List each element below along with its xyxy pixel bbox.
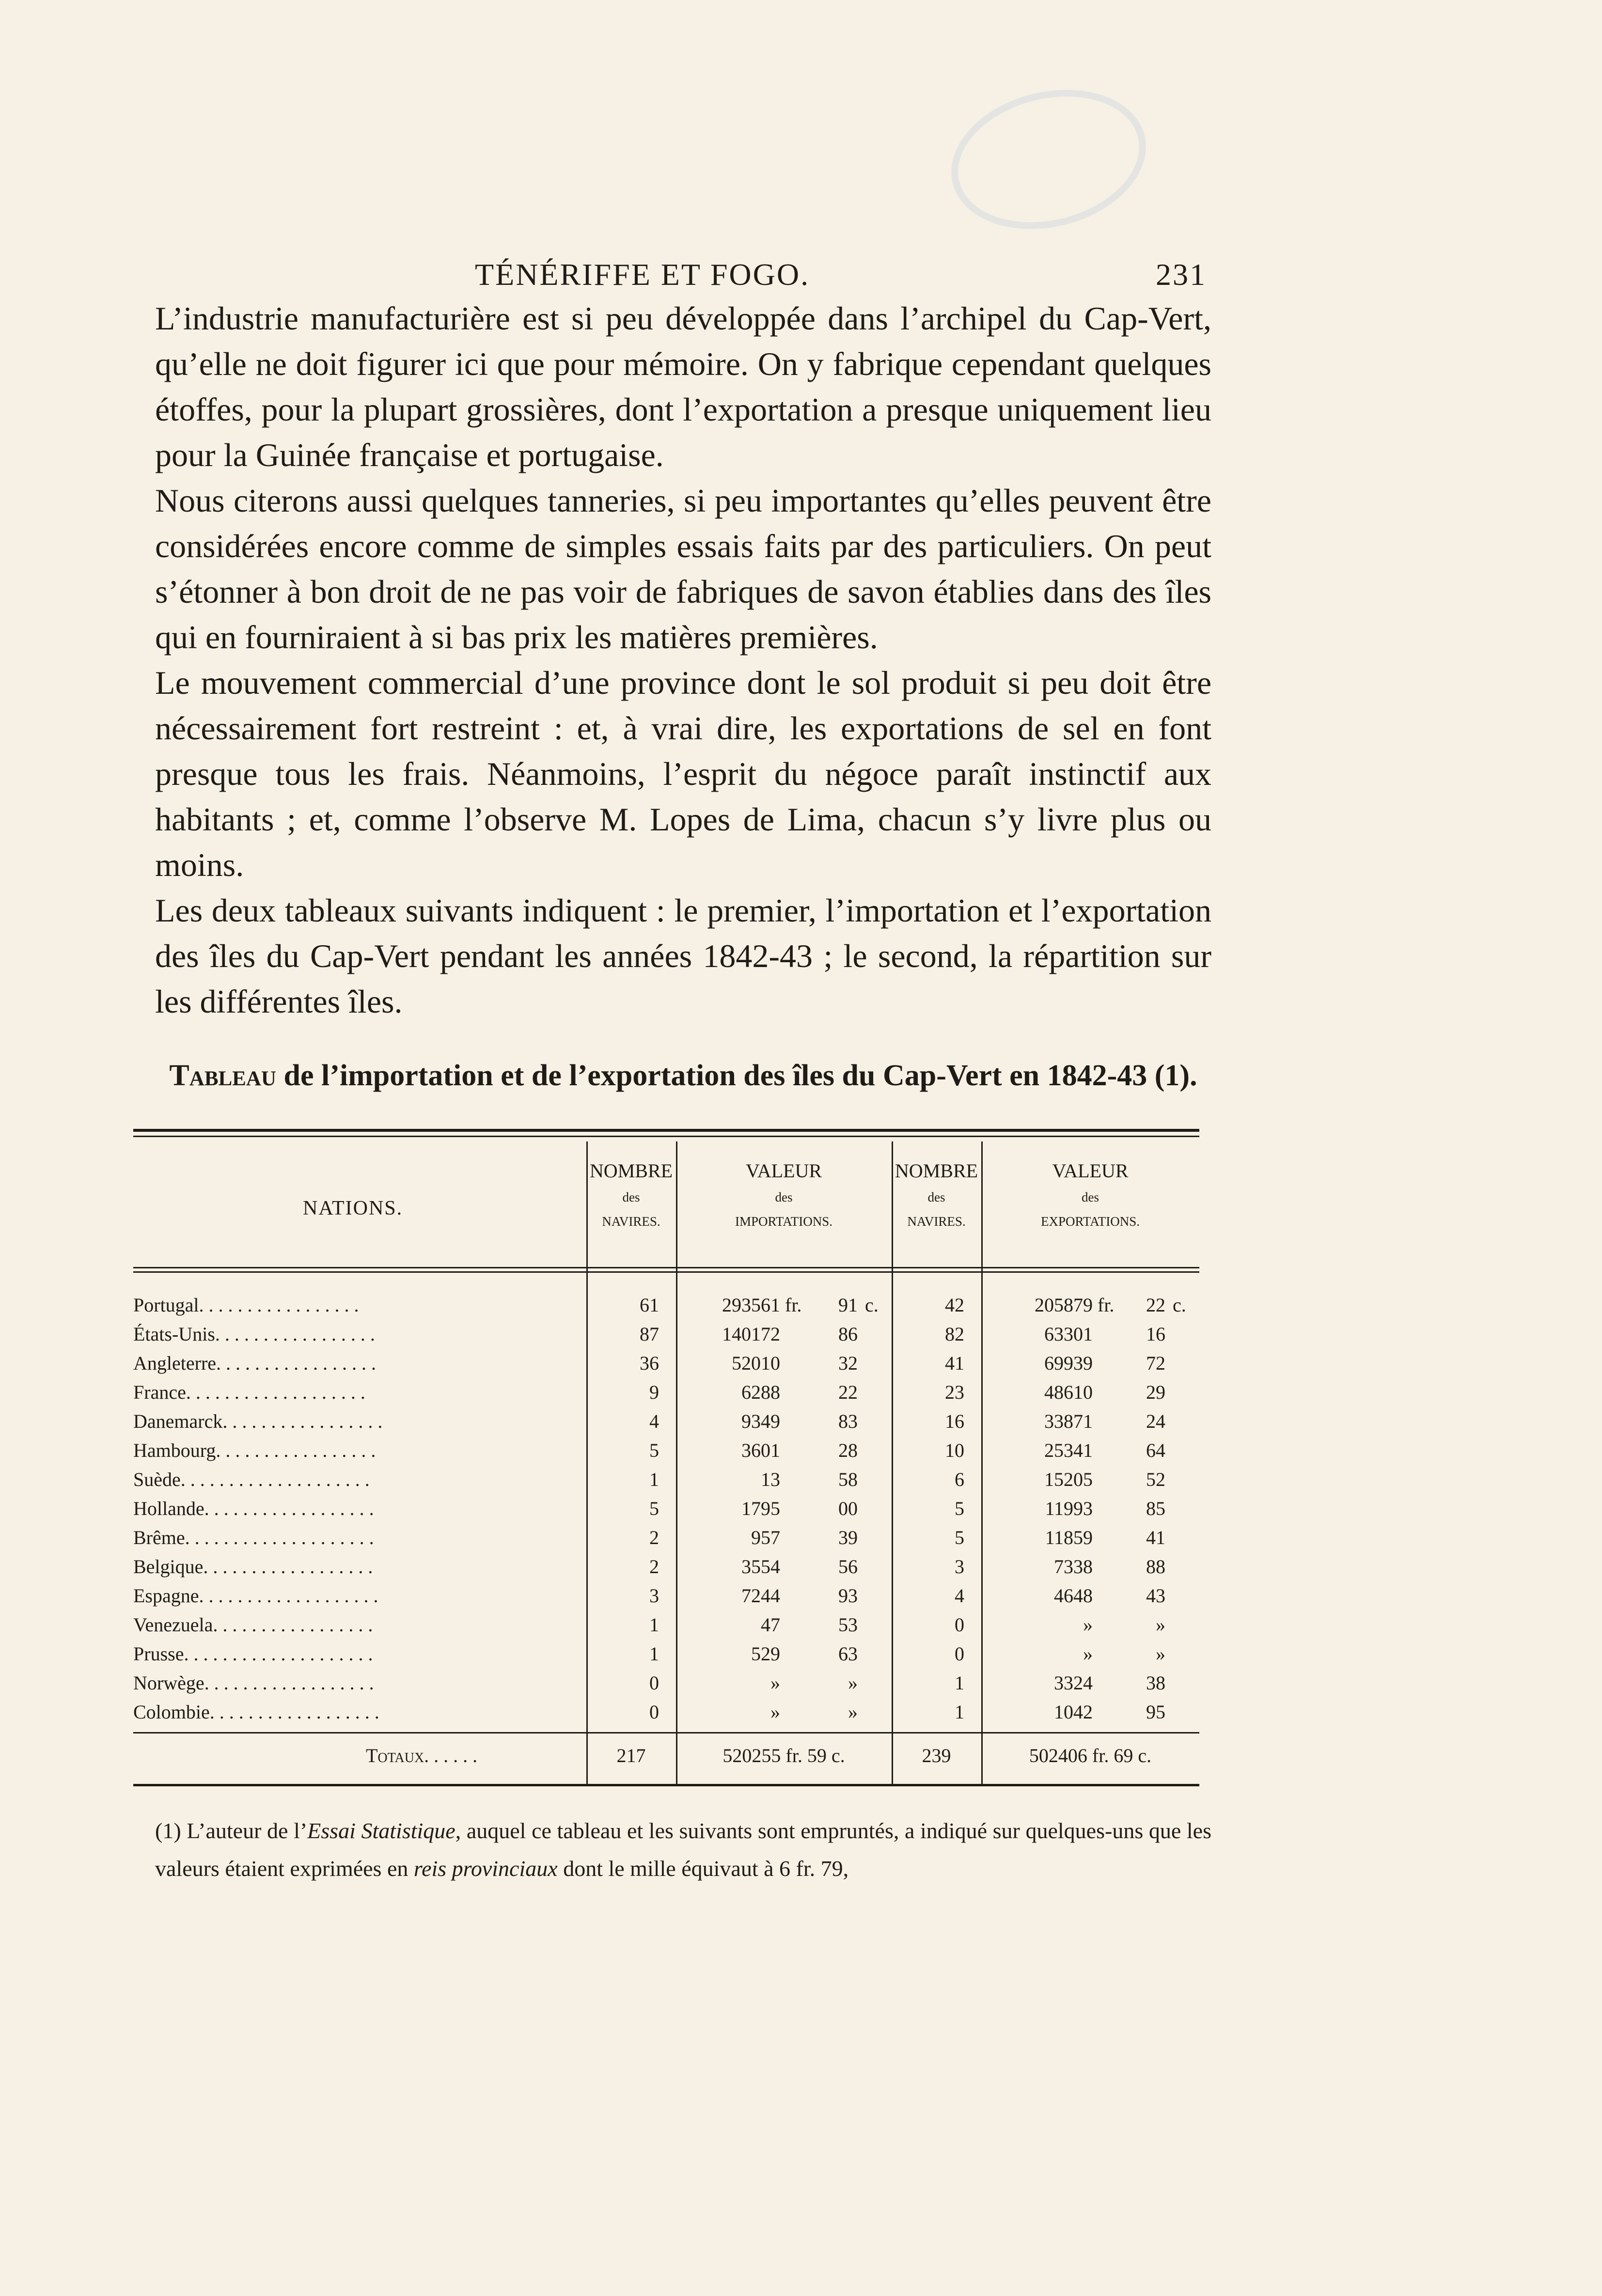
table-row [133,1671,1199,1702]
value-export-francs: 15205 [1044,1468,1093,1490]
table-row [133,1526,1199,1556]
value-import-centimes: 28 [838,1439,858,1461]
value-export-centimes: 88 [1146,1556,1165,1578]
totals-ships-export: 239 [922,1745,951,1766]
value-import-centimes: » [848,1672,858,1694]
table-top-rule [133,1129,1199,1132]
value-import-francs: » [770,1701,780,1723]
value-export-francs: 11993 [1045,1498,1093,1519]
value-import-francs: 3554 [741,1556,780,1578]
ships-export: 4 [955,1585,964,1607]
ships-import: 36 [640,1352,659,1374]
paragraph: Nous citerons aussi quelques tanneries, si peu importantes qu’elles peuvent être considérées encore comme de simples essais faits par des particuliers. On peut s’étonner à bon droit de ne pas voir de fabriques de savon établies dans des îles qui en fourniraient à si bas prix les matières premières. [155,482,1211,656]
value-export-francs: 3324 [1054,1672,1093,1694]
nation-name: Portugal. . . . . . . . . . . . . . . . . [133,1294,359,1316]
body-text [155,296,1211,1024]
value-import-centimes: 63 [838,1643,858,1665]
table-title-lead: Tableau [169,1059,276,1092]
nation-name: Hambourg. . . . . . . . . . . . . . . . . [133,1439,376,1461]
nation-name: Brême. . . . . . . . . . . . . . . . . . . . [133,1527,374,1548]
value-import-francs: 47 [761,1614,780,1636]
header-bottom-rule-thin [133,1271,1199,1273]
value-export-centimes: 95 [1146,1701,1165,1723]
ships-export: 41 [945,1352,964,1374]
value-export-centimes: 22 [1146,1294,1165,1316]
value-import-centimes: » [848,1701,858,1723]
value-export-francs: 205879 [1035,1294,1093,1316]
table-row [133,1410,1199,1440]
table-top-rule-thin [133,1136,1199,1137]
value-export-francs: 7338 [1054,1556,1093,1578]
value-export-centimes: 41 [1146,1527,1165,1548]
value-export-francs: 4648 [1054,1585,1093,1607]
ships-export: 1 [955,1701,964,1723]
value-export-cunit: c. [1173,1294,1186,1316]
ships-import: 61 [640,1294,659,1316]
value-export-francs: 25341 [1044,1439,1093,1461]
value-import-francs: 529 [751,1643,780,1665]
value-import-centimes: 22 [838,1381,858,1403]
nation-name: Espagne. . . . . . . . . . . . . . . . . . . [133,1585,378,1607]
value-import-francs: 1795 [741,1498,780,1519]
value-export-francs: 33871 [1044,1410,1093,1432]
ships-import: 2 [649,1556,659,1578]
value-export-centimes: 72 [1146,1352,1165,1374]
footnote-mark: (1) [155,1818,181,1843]
nation-name: Belgique. . . . . . . . . . . . . . . . . . [133,1556,373,1578]
header-value-import: VALEUR des IMPORTATIONS. [735,1160,832,1229]
value-import-centimes: 53 [838,1614,858,1636]
value-import-cunit: c. [865,1294,879,1316]
table-row [133,1613,1199,1643]
nation-name: Prusse. . . . . . . . . . . . . . . . . . . . [133,1643,373,1665]
header-ships-export: NOMBRE des NAVIRES. [895,1160,978,1229]
ships-import: 87 [640,1323,659,1345]
value-export-centimes: 43 [1146,1585,1165,1607]
value-import-centimes: 86 [838,1323,858,1345]
value-import-francs: 3601 [741,1439,780,1461]
page-number: 231 [1156,257,1207,292]
value-import-francs: 293561 [722,1294,780,1316]
ships-import: 4 [649,1410,659,1432]
totals-ships-import: 217 [616,1745,646,1766]
nation-name: France. . . . . . . . . . . . . . . . . . . [133,1381,365,1403]
ships-import: 1 [649,1468,659,1490]
header-nations: NATIONS. [303,1197,403,1219]
table-row [133,1497,1199,1527]
ships-import: 1 [649,1643,659,1665]
library-stamp-mark [936,70,1161,249]
value-import-centimes: 91 [838,1294,858,1316]
ships-export: 0 [955,1643,964,1665]
table-row [133,1701,1199,1731]
value-import-centimes: 39 [838,1527,858,1548]
value-import-francs: 13 [761,1468,780,1490]
value-import-francs: 140172 [722,1323,780,1345]
value-export-centimes: 64 [1146,1439,1165,1461]
value-import-francs: 6288 [741,1381,780,1403]
value-import-francs: 52010 [732,1352,780,1374]
value-import-francs: 7244 [741,1585,780,1607]
ships-export: 0 [955,1614,964,1636]
header-ships-import: NOMBRE des NAVIRES. [589,1160,673,1229]
table-title [155,1059,1211,1093]
ships-export: 6 [955,1468,964,1490]
ships-export: 5 [955,1527,964,1548]
running-header [475,257,1207,300]
totals-row [133,1744,1199,1774]
value-export-centimes: » [1156,1643,1165,1665]
nation-name: États-Unis. . . . . . . . . . . . . . . . . [133,1323,375,1345]
nation-name: Danemarck. . . . . . . . . . . . . . . . . [133,1410,383,1432]
value-export-centimes: 24 [1146,1410,1165,1432]
totals-value-import: 520255 fr. 59 c. [722,1745,845,1766]
value-export-francs: 48610 [1044,1381,1093,1403]
nation-name: Venezuela. . . . . . . . . . . . . . . . . [133,1614,373,1636]
table-row [133,1468,1199,1498]
table-row [133,1352,1199,1382]
value-export-centimes: 52 [1146,1468,1165,1490]
ships-import: 5 [649,1498,659,1519]
ships-export: 82 [945,1323,964,1345]
paragraph: Les deux tableaux suivants indiquent : le premier, l’importation et l’exportation des îles du Cap-Vert pendant les années 1842-43 ; le second, la répartition sur les différentes îles. [155,892,1211,1020]
paragraph: Le mouvement commercial d’une province dont le sol produit si peu doit être nécessairement fort restreint : et, à vrai dire, les exportations de sel en font presque tous les frais. Néanmoins, l’esprit du négoce paraît instinctif aux habitants ; et, comme l’observe M. Lopes de Lima, chacun s’y livre plus ou moins. [155,664,1211,883]
table-row [133,1323,1199,1353]
running-title: TÉNÉRIFFE ET FOGO. [475,257,810,292]
value-export-francs: 69939 [1044,1352,1093,1374]
totals-label: Totaux. . . . . . [366,1745,478,1766]
table-row [133,1439,1199,1469]
value-export-centimes: 16 [1146,1323,1165,1345]
header-value-export: VALEUR des EXPORTATIONS. [1041,1160,1140,1229]
totals-value-export: 502406 fr. 69 c. [1029,1745,1152,1766]
trade-table [133,1129,1199,1783]
ships-export: 23 [945,1381,964,1403]
value-import-centimes: 58 [838,1468,858,1490]
nation-name: Hollande. . . . . . . . . . . . . . . . . . [133,1498,374,1519]
value-import-centimes: 56 [838,1556,858,1578]
value-export-francs: 11859 [1045,1527,1093,1548]
table-bottom-rule [133,1784,1199,1786]
table-row [133,1381,1199,1411]
ships-export: 16 [945,1410,964,1432]
table-row [133,1642,1199,1672]
paragraph: L’industrie manufacturière est si peu développée dans l’archipel du Cap-Vert, qu’elle ne doit figurer ici que pour mémoire. On y fabrique cependant quelques étoffes, pour la plupart grossières, dont l’exportation a presque uniquement lieu pour la Guinée française et portugaise. [155,300,1211,473]
value-import-centimes: 93 [838,1585,858,1607]
table-row [133,1555,1199,1585]
table-row [133,1294,1199,1324]
ships-import: 2 [649,1527,659,1548]
value-import-francs: 957 [751,1527,780,1548]
ships-import: 0 [649,1672,659,1694]
ships-export: 10 [945,1439,964,1461]
value-export-francs: » [1083,1614,1093,1636]
ships-import: 3 [649,1585,659,1607]
value-import-francs: 9349 [741,1410,780,1432]
value-export-centimes: » [1156,1614,1165,1636]
nation-name: Norwège. . . . . . . . . . . . . . . . . . [133,1672,374,1694]
value-export-centimes: 38 [1146,1672,1165,1694]
ships-export: 42 [945,1294,964,1316]
value-export-francs: » [1083,1643,1093,1665]
table-title-rest: de l’importation et de l’exportation des îles du Cap-Vert en 1842-43 (1). [276,1059,1197,1092]
ships-import: 1 [649,1614,659,1636]
value-import-centimes: 83 [838,1410,858,1432]
nation-name: Suède. . . . . . . . . . . . . . . . . . . . [133,1468,370,1490]
ships-export: 1 [955,1672,964,1694]
footnote: (1) L’auteur de l’Essai Statistique, auquel ce tableau et les suivants sont empruntés, a indiqué sur quelques-uns que les valeurs étaient exprimées en reis provinciaux dont le mille équivaut à 6 fr. 79, [155,1818,1211,1881]
totals-top-rule [133,1732,1199,1734]
value-export-centimes: 29 [1146,1381,1165,1403]
ships-export: 5 [955,1498,964,1519]
value-export-unit: fr. [1098,1294,1115,1316]
ships-import: 5 [649,1439,659,1461]
value-import-francs: » [770,1672,780,1694]
value-export-francs: 63301 [1044,1323,1093,1345]
value-import-unit: fr. [785,1294,802,1316]
value-import-centimes: 00 [838,1498,858,1519]
value-import-centimes: 32 [838,1352,858,1374]
ships-export: 3 [955,1556,964,1578]
nation-name: Colombie. . . . . . . . . . . . . . . . . . [133,1701,379,1723]
ships-import: 9 [649,1381,659,1403]
nation-name: Angleterre. . . . . . . . . . . . . . . . . [133,1352,377,1374]
value-export-francs: 1042 [1054,1701,1093,1723]
value-export-centimes: 85 [1146,1498,1165,1519]
header-bottom-rule [133,1267,1199,1268]
ships-import: 0 [649,1701,659,1723]
table-row [133,1584,1199,1614]
